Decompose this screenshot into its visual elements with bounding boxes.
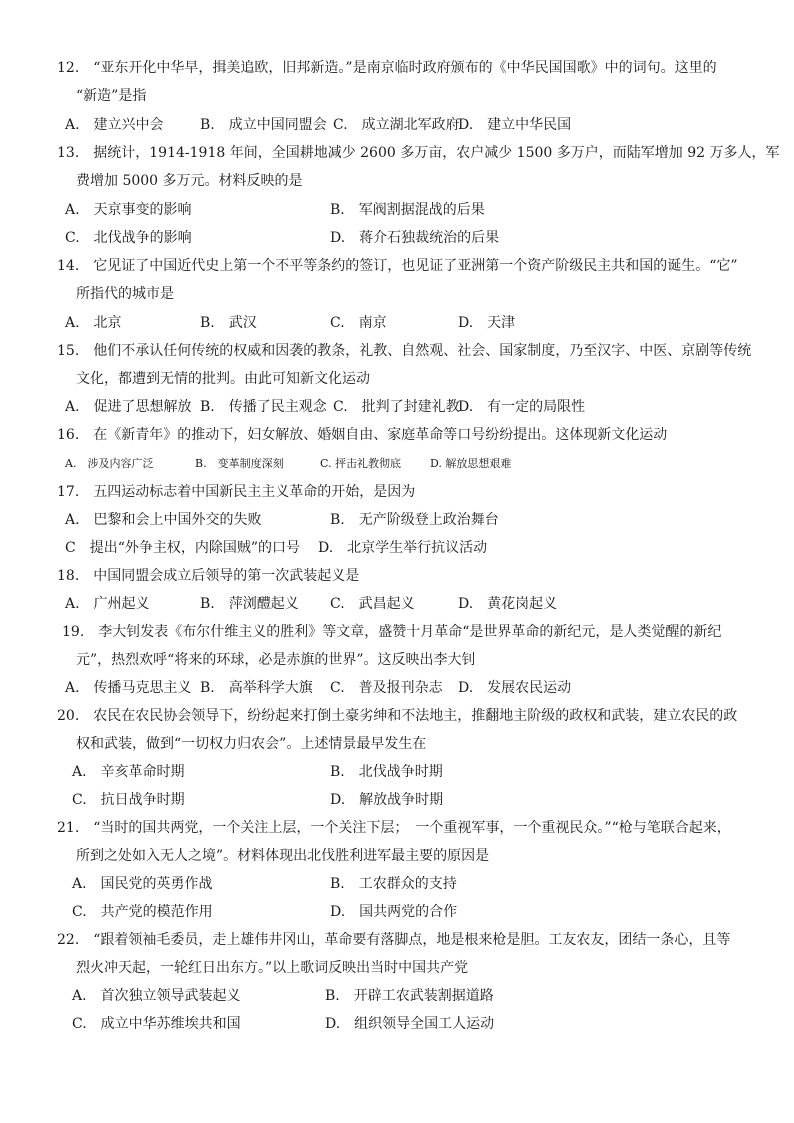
q16-option-a: A. 涉及内容广泛 [65, 457, 154, 470]
q12-option-b: B. 成立中国同盟会 [200, 117, 327, 133]
question-13-stem: 13. 据统计，1914-1918 年间，全国耕地减少 2600 多万亩，农户减少 1500 多万户，而陆军增加 92 万多人，军 [57, 145, 780, 161]
q16-option-b: B. 变革制度深刻 [195, 457, 284, 470]
q12-option-a: A. 建立兴中会 [65, 117, 164, 133]
q13-option-c: C. 北伐战争的影响 [65, 230, 192, 246]
q20-option-a: A. 辛亥革命时期 [72, 764, 185, 780]
q22-option-a: A. 首次独立领导武装起义 [72, 988, 241, 1004]
q18-option-b: B. 萍浏醴起义 [200, 596, 299, 612]
q20-option-b: B. 北伐战争时期 [330, 764, 443, 780]
q15-option-a: A. 促进了思想解放 [65, 399, 192, 415]
q14-option-a: A. 北京 [65, 315, 122, 331]
question-22-stem: 22. “跟着领袖毛委员，走上雄伟井冈山，革命要有落脚点，地是根来枪是胆。工友农友，团结一条心，且等 [57, 932, 731, 948]
q19-option-b: B. 高举科学大旗 [200, 680, 313, 696]
q22-option-d: D. 组织领导全国工人运动 [325, 1016, 495, 1032]
q16-option-c: C. 抨击礼教彻底 [320, 457, 402, 470]
question-21-stem: 21. “当时的国共两党，一个关注上层，一个关注下层； 一个重视军事，一个重视民众。”“枪与笔联合起来， [57, 820, 731, 836]
q17-option-b: B. 无产阶级登上政治舞台 [330, 512, 499, 528]
q21-option-d: D. 国共两党的合作 [330, 904, 458, 920]
question-17-stem: 17. 五四运动标志着中国新民主主义革命的开始，是因为 [57, 484, 416, 500]
q19-option-a: A. 传播马克思主义 [65, 680, 192, 696]
q21-option-c: C. 共产党的模范作用 [72, 904, 213, 920]
q20-option-d: D. 解放战争时期 [330, 792, 444, 808]
question-19-stem-cont: 元”，热烈欢呼“将来的环球，必是赤旗的世界”。这反映出李大钊 [76, 652, 476, 668]
q12-option-c: C. 成立湖北军政府 [333, 117, 460, 133]
q18-option-c: C. 武昌起义 [330, 596, 415, 612]
q17-option-c: C 提出“外争主权，内除国贼”的口号 [65, 540, 301, 556]
question-19-stem: 19. 李大钊发表《布尔什维主义的胜利》等文章，盛赞十月革命“是世界革命的新纪元，是人类觉醒的新纪 [62, 624, 722, 640]
q15-option-c: C. 批判了封建礼教 [333, 399, 460, 415]
q13-option-d: D. 蒋介石独裁统治的后果 [330, 230, 500, 246]
question-15-stem-cont: 文化，都遭到无情的批判。由此可知新文化运动 [76, 371, 370, 387]
question-16-stem: 16. 在《新青年》的推动下，妇女解放、婚姻自由、家庭革命等口号纷纷提出。这体现新文化运动 [57, 427, 668, 443]
q12-option-d: D. 建立中华民国 [458, 117, 572, 133]
q20-option-c: C. 抗日战争时期 [72, 792, 185, 808]
q18-option-a: A. 广州起义 [65, 596, 150, 612]
question-14-stem-cont: 所指代的城市是 [76, 286, 174, 302]
q14-option-c: C. 南京 [330, 315, 387, 331]
question-21-stem-cont: 所到之处如入无人之境”。材料体现出北伐胜利进军最主要的原因是 [76, 848, 490, 864]
q14-option-b: B. 武汉 [200, 315, 257, 331]
question-20-stem-cont: 权和武装，做到“一切权力归农会”。上述情景最早发生在 [76, 736, 427, 752]
question-22-stem-cont: 烈火冲天起，一轮红日出东方。”以上歌词反映出当时中国共产党 [76, 960, 469, 976]
q15-option-d: D. 有一定的局限性 [458, 399, 586, 415]
q21-option-b: B. 工农群众的支持 [330, 876, 457, 892]
question-15-stem: 15. 他们不承认任何传统的权威和因袭的教条，礼教、自然观、社会、国家制度，乃至汉字、中医、京剧等传统 [57, 343, 752, 359]
q22-option-c: C. 成立中华苏维埃共和国 [72, 1016, 241, 1032]
q13-option-a: A. 天京事变的影响 [65, 202, 192, 218]
question-14-stem: 14. 它见证了中国近代史上第一个不平等条约的签订，也见证了亚洲第一个资产阶级民主共和国的诞生。“它” [57, 258, 738, 274]
q18-option-d: D. 黄花岗起义 [458, 596, 558, 612]
q22-option-b: B. 开辟工农武装割据道路 [325, 988, 494, 1004]
q19-option-d: D. 发展农民运动 [458, 680, 572, 696]
q17-option-a: A. 巴黎和会上中国外交的失败 [65, 512, 262, 528]
q21-option-a: A. 国民党的英勇作战 [72, 876, 213, 892]
q19-option-c: C. 普及报刊杂志 [330, 680, 443, 696]
question-12-stem: 12. “亚东开化中华早，揖美追欧，旧邦新造。”是南京临时政府颁布的《中华民国国歌》中的词句。这里的 [57, 60, 717, 76]
q14-option-d: D. 天津 [458, 315, 516, 331]
q13-option-b: B. 军阀割据混战的后果 [330, 202, 485, 218]
q16-option-d: D. 解放思想艰难 [430, 457, 512, 470]
question-20-stem: 20. 农民在农民协会领导下，纷纷起来打倒土豪劣绅和不法地主，推翻地主阶级的政权和武装，建立农民的政 [57, 708, 738, 724]
question-18-stem: 18. 中国同盟会成立后领导的第一次武装起义是 [57, 568, 360, 584]
q17-option-d: D. 北京学生举行抗议活动 [318, 540, 488, 556]
q15-option-b: B. 传播了民主观念 [200, 399, 327, 415]
question-12-stem-cont: “新造”是指 [76, 88, 147, 104]
question-13-stem-cont: 费增加 5000 多万元。材料反映的是 [76, 173, 303, 189]
